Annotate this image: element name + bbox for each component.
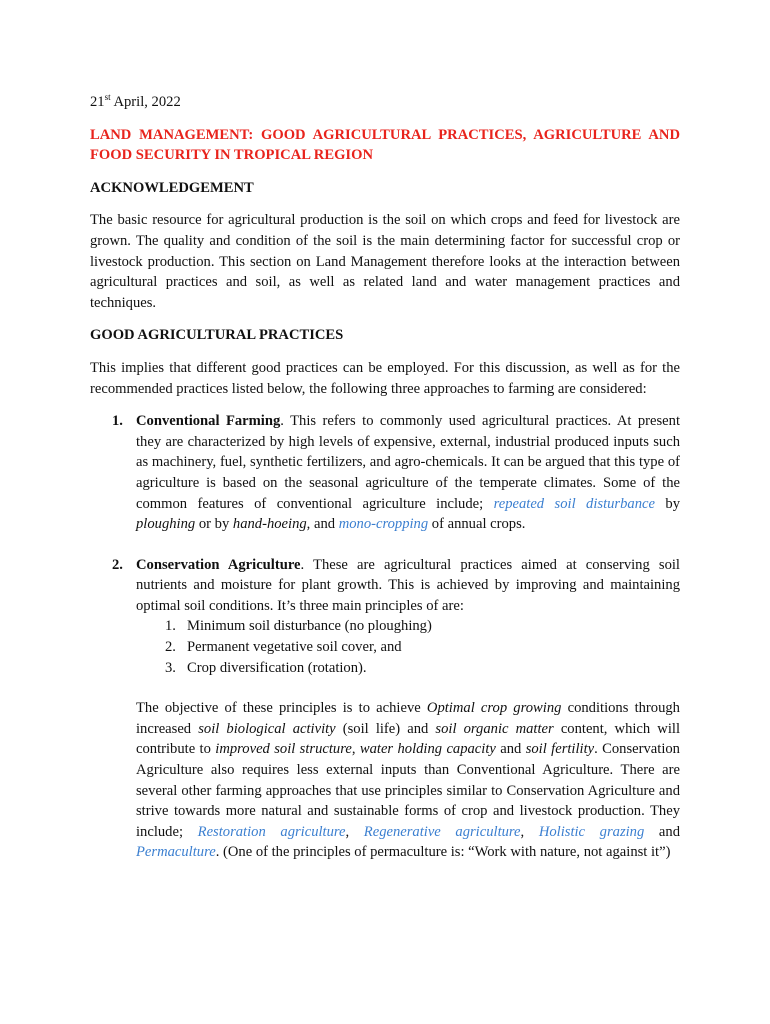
link-holistic-grazing[interactable]: Holistic grazing [538,823,645,840]
list-number: 2. [112,556,123,573]
list-number: 1. [112,413,123,430]
link-regenerative-agriculture[interactable]: Regenerative agriculture [363,823,521,840]
list-item: 1. Minimum soil disturbance (no ploughing) [165,618,432,635]
approach-conservation [90,555,680,863]
principles-list [136,616,680,678]
date-rest: April, 2022 [110,94,181,110]
list-item: 3. Crop diversification (rotation). [165,659,367,676]
link-mono-cropping[interactable]: mono-cropping [338,516,429,533]
link-repeated-soil-disturbance[interactable]: repeated soil disturbance [493,495,655,512]
link-permaculture[interactable]: Permaculture [136,844,216,861]
document-title: LAND MANAGEMENT: GOOD AGRICULTURAL PRACTICES, AGRICULTURE AND FOOD SECURITY IN TROPICAL REGION [90,126,680,164]
document-date [90,92,680,113]
conventional-title: Conventional Farming [136,413,281,430]
conservation-text: Conservation Agriculture. These are agricultural practices aimed at conserving soil nutrients and moisture for plant growth. This is achieved by improving and maintaining optimal soil conditions. It’s three main principles of are: [136,556,680,614]
approach-conventional [90,411,680,535]
document-page [90,90,680,863]
list-item: 2. Permanent vegetative soil cover, and [165,639,402,656]
link-restoration-agriculture[interactable]: Restoration agriculture [197,823,346,840]
approaches-list [90,411,680,863]
date-suffix: st [104,92,111,102]
conservation-title: Conservation Agriculture [136,556,301,573]
conventional-text: Conventional Farming. This refers to commonly used agricultural practices. At present they are characterized by high levels of expensive, external, industrial produced inputs such as machinery, fuel, synthetic fertilizers, and agro-chemicals. It can be argued that this type of agriculture is based on the seasonal agriculture of the temperate climates. Some of the common features of conventional agriculture include; repeated soil disturbance by ploughing or by hand-hoeing, and mono-cropping of annual crops. [136,413,680,533]
acknowledgement-heading: ACKNOWLEDGEMENT [90,179,254,196]
gap-intro: This implies that different good practices can be employed. For this discussion, as well as for the recommended practices listed below, the following three approaches to farming are considered: [90,359,680,397]
objective-paragraph: The objective of these principles is to achieve Optimal crop growing conditions through increased soil biological activity (soil life) and soil organic matter content, which will contribute to improved soil structure, water holding capacity and soil fertility. Conservation Agriculture also requires less external inputs than Conventional Agriculture. There are several other farming approaches that use principles similar to Conservation Agriculture and strive towards more natural and sustainable forms of crop and livestock production. They include; Restoration agriculture, Regenerative agriculture, Holistic grazing and Permaculture. (One of the principles of permaculture is: “Work with nature, not against it”) [136,700,681,861]
date-day: 21 [90,94,105,110]
acknowledgement-text: The basic resource for agricultural production is the soil on which crops and feed for livestock are grown. The quality and condition of the soil is the main determining factor for successful crop or livestock production. This section on Land Management therefore looks at the interaction between agricultural practices and soil, as well as related land and water management practices and techniques. [90,212,680,311]
gap-heading: GOOD AGRICULTURAL PRACTICES [90,327,344,344]
